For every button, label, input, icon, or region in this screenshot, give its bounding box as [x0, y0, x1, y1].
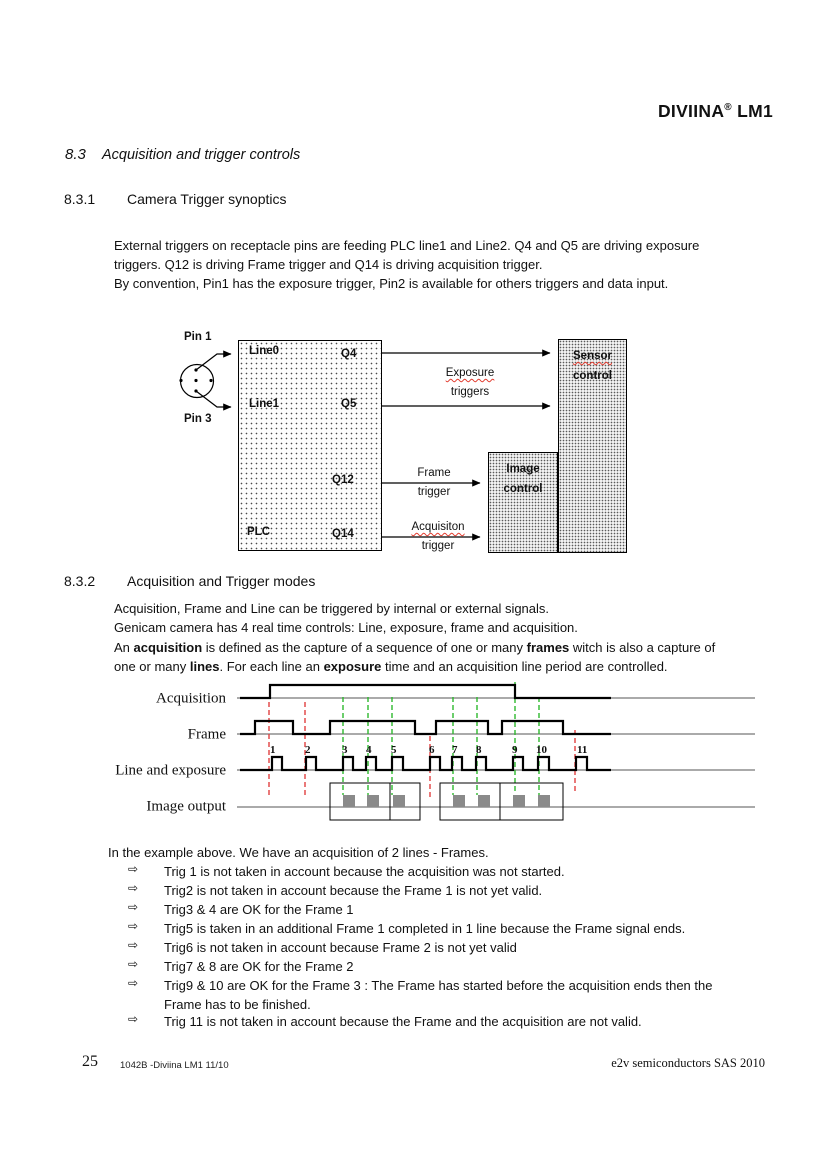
trigger-number: 7 [452, 744, 458, 756]
acquisition-signal [240, 685, 611, 698]
paragraph-832-line: Genicam camera has 4 real time controls: Line, exposure, frame and acquisition. [114, 620, 578, 635]
frame-signal [240, 721, 611, 734]
trigger-number: 10 [536, 744, 547, 756]
bullet-item: Trig9 & 10 are OK for the Frame 3 : The Frame has started before the acquisition ends then the [164, 978, 713, 993]
paragraph-831-line: triggers. Q12 is driving Frame trigger and Q14 is driving acquisition trigger. [114, 257, 543, 272]
trigger-number: 11 [577, 744, 588, 756]
line-data-block [453, 795, 465, 807]
trigger-number: 6 [429, 744, 435, 756]
registered-trademark: ® [724, 102, 732, 114]
exposure-triggers-label: Exposure triggers [445, 367, 495, 398]
section-831-title: Camera Trigger synoptics [127, 191, 287, 207]
bullet-arrow-icon: ⇨ [128, 976, 139, 990]
q14-label: Q14 [332, 528, 354, 540]
bullet-arrow-icon: ⇨ [128, 919, 139, 933]
page-number: 25 [82, 1053, 98, 1070]
paragraph-832-line: Acquisition, Frame and Line can be triggered by internal or external signals. [114, 601, 550, 616]
section-831-number: 8.3.1 [64, 191, 96, 207]
q4-label: Q4 [341, 348, 357, 360]
line-data-block [367, 795, 379, 807]
row-label-image-output: Image output [146, 798, 226, 815]
bullet-item: Trig7 & 8 are OK for the Frame 2 [164, 959, 354, 974]
frame3-output-box [500, 783, 563, 820]
q5-label: Q5 [341, 398, 357, 410]
paragraph-831-line: By convention, Pin1 has the exposure trigger, Pin2 is available for others triggers and data input. [114, 276, 669, 291]
bullet-item: Trig6 is not taken in account because Frame 2 is not yet valid [164, 940, 517, 955]
line-data-block [393, 795, 405, 807]
sensor-control-label: Sensor control [573, 350, 612, 382]
section-832-title: Acquisition and Trigger modes [127, 573, 316, 589]
trigger-number: 8 [476, 744, 482, 756]
trigger-number: 1 [270, 744, 276, 756]
plc-label: PLC [247, 526, 270, 538]
line-data-block [513, 795, 525, 807]
timing-diagram [100, 675, 760, 825]
line-data-block [343, 795, 355, 807]
bullet-arrow-icon: ⇨ [128, 938, 139, 952]
bullet-arrow-icon: ⇨ [128, 881, 139, 895]
trigger-number: 4 [366, 744, 372, 756]
bullet-arrow-icon: ⇨ [128, 957, 139, 971]
section-83-title: Acquisition and trigger controls [102, 147, 301, 163]
example-intro: In the example above. We have an acquisition of 2 lines - Frames. [108, 845, 489, 860]
paragraph-832-line: one or many lines. For each line an exposure time and an acquisition line period are controlled. [114, 659, 668, 674]
line-exposure-signal [240, 757, 611, 770]
document-reference: 1042B -Diviina LM1 11/10 [120, 1060, 229, 1071]
frame2-output-box [440, 783, 500, 820]
trigger-number: 9 [512, 744, 518, 756]
trigger-number: 3 [342, 744, 348, 756]
frame-trigger-label: Frame trigger [417, 467, 451, 498]
pin3-wire [196, 391, 231, 407]
pin1-label: Pin 1 [184, 331, 212, 343]
acquisition-trigger-label: Acquisiton trigger [411, 521, 465, 552]
trigger-number: 2 [305, 744, 311, 756]
section-83-number: 8.3 [65, 146, 86, 163]
row-label-acquisition: Acquisition [156, 690, 226, 707]
bullet-item: Trig 1 is not taken in account because the acquisition was not started. [164, 864, 565, 879]
line-data-block [478, 795, 490, 807]
bullet-arrow-icon: ⇨ [128, 862, 139, 876]
paragraph-832-line: An acquisition is defined as the capture of a sequence of one or many frames witch is also a capture of [114, 640, 716, 655]
image-control-label: Image control [503, 463, 543, 495]
row-label-frame: Frame [187, 726, 226, 743]
section-832-number: 8.3.2 [64, 573, 96, 589]
line-data-block [538, 795, 550, 807]
page-title: DIVIINA® LM1 [657, 101, 773, 121]
bullet-item-continuation: Frame has to be finished. [164, 997, 311, 1012]
bullet-item: Trig3 & 4 are OK for the Frame 1 [164, 902, 354, 917]
line1-label: Line1 [249, 398, 280, 410]
bullet-item: Trig2 is not taken in account because the Frame 1 is not yet valid. [164, 883, 543, 898]
bullet-item: Trig 11 is not taken in account because the Frame and the acquisition are not valid. [164, 1014, 642, 1029]
paragraph-831-line: External triggers on receptacle pins are feeding PLC line1 and Line2. Q4 and Q5 are driving exposure [114, 238, 700, 253]
q12-label: Q12 [332, 474, 354, 486]
pin3-label: Pin 3 [184, 413, 212, 425]
frame1-output-box [330, 783, 390, 820]
bullet-item: Trig5 is taken in an additional Frame 1 completed in 1 line because the Frame signal ends. [164, 921, 686, 936]
trigger-number: 5 [391, 744, 397, 756]
copyright-text: e2v semiconductors SAS 2010 [611, 1056, 765, 1070]
bullet-arrow-icon: ⇨ [128, 1012, 139, 1026]
row-label-line-exposure: Line and exposure [115, 762, 226, 779]
line0-label: Line0 [249, 345, 280, 357]
bullet-arrow-icon: ⇨ [128, 900, 139, 914]
pin1-wire [196, 354, 231, 370]
